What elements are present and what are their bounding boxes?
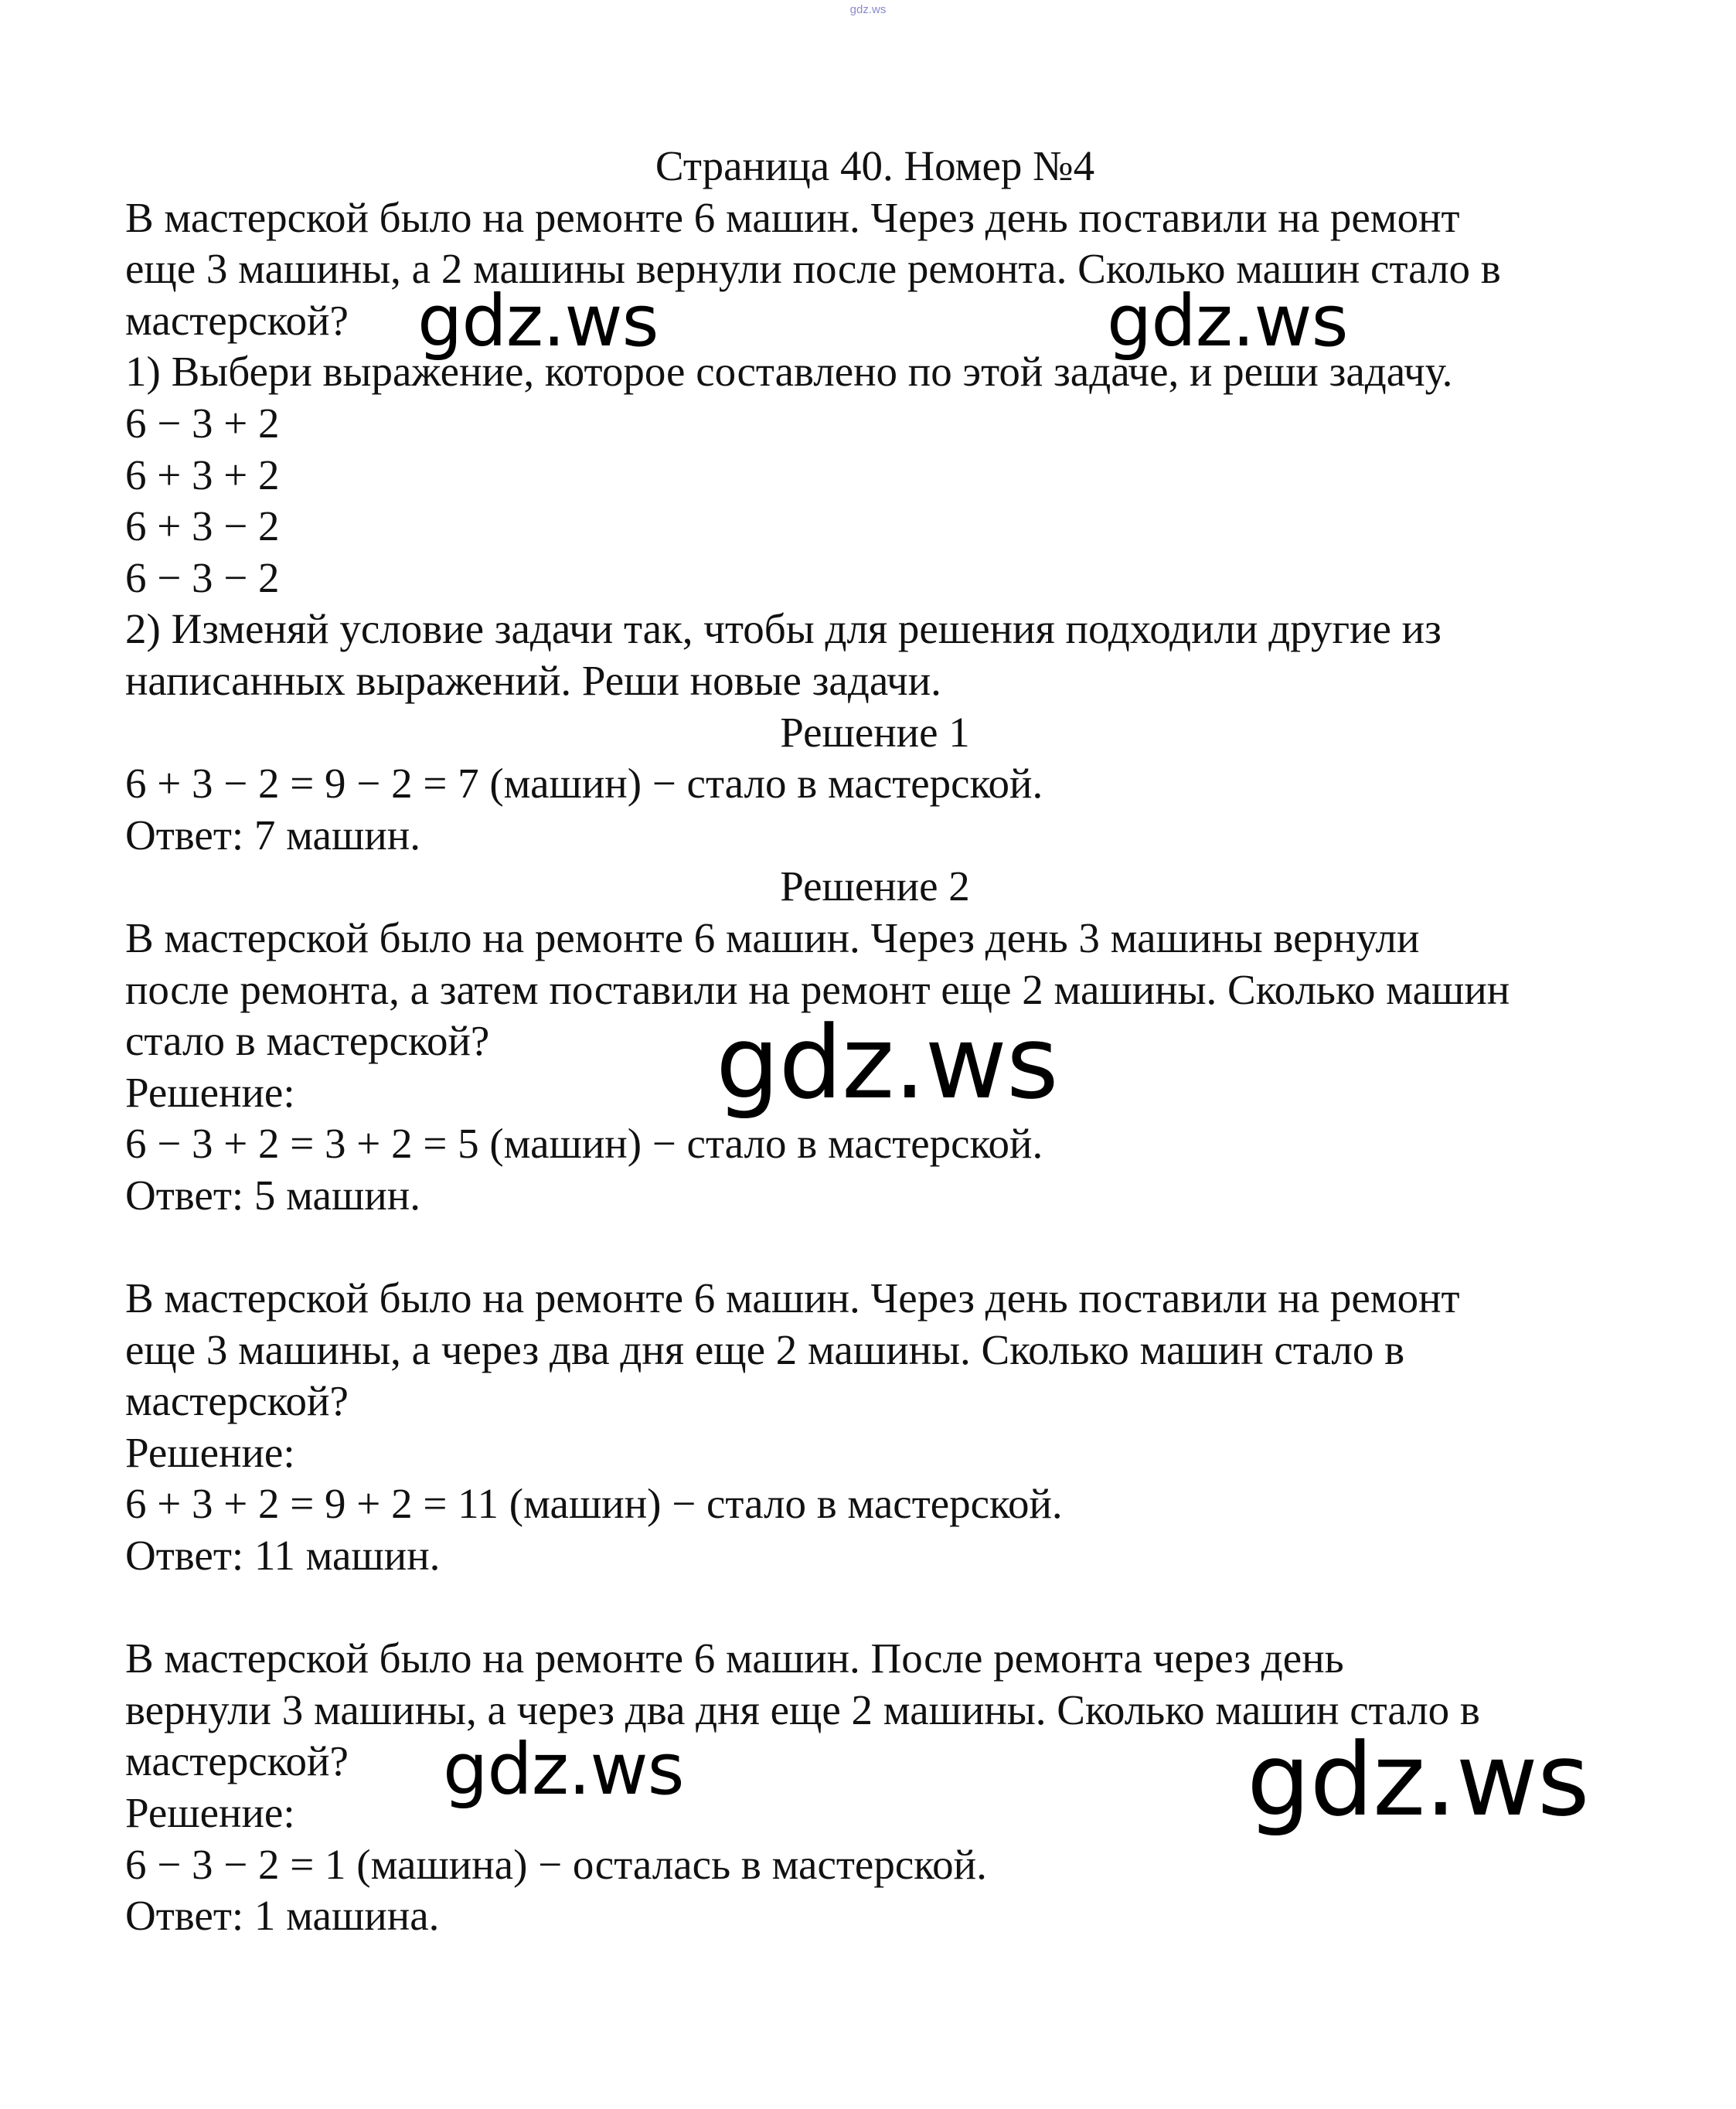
watermark: gdz.ws bbox=[443, 1728, 684, 1811]
variant-c-line: мастерской? bbox=[125, 1737, 349, 1785]
variant-a-label: Решение: bbox=[125, 1068, 295, 1116]
question-2: написанных выражений. Реши новые задачи. bbox=[125, 656, 941, 704]
variant-b-label: Решение: bbox=[125, 1428, 295, 1476]
solution-2-heading: Решение 2 bbox=[780, 862, 970, 910]
task-line: еще 3 машины, а 2 машины вернули после ремонта. Сколько машин стало в bbox=[125, 245, 1501, 293]
solution-1-calc: 6 + 3 − 2 = 9 − 2 = 7 (машин) − стало в мастерской. bbox=[125, 760, 1043, 808]
top-watermark: gdz.ws bbox=[849, 3, 887, 16]
variant-c-line: вернули 3 машины, а через два дня еще 2 машины. Сколько машин стало в bbox=[125, 1685, 1480, 1733]
spacer bbox=[125, 1582, 1625, 1634]
solution-1-heading: Решение 1 bbox=[780, 708, 970, 756]
variant-c-label: Решение: bbox=[125, 1789, 295, 1836]
expression-option: 6 + 3 − 2 bbox=[125, 502, 280, 550]
expression-option: 6 + 3 + 2 bbox=[125, 451, 280, 498]
variant-a-calc: 6 − 3 + 2 = 3 + 2 = 5 (машин) − стало в мастерской. bbox=[125, 1120, 1043, 1168]
variant-a-line: после ремонта, а затем поставили на ремонт еще 2 машины. Сколько машин bbox=[125, 965, 1510, 1013]
variant-b-calc: 6 + 3 + 2 = 9 + 2 = 11 (машин) − стало в мастерской. bbox=[125, 1480, 1063, 1528]
variant-b-line: еще 3 машины, а через два дня еще 2 машины. Сколько машин стало в bbox=[125, 1325, 1405, 1373]
expression-option: 6 − 3 − 2 bbox=[125, 553, 280, 601]
watermark: gdz.ws bbox=[716, 1004, 1058, 1121]
question-1: 1) Выбери выражение, которое составлено по этой задаче, и реши задачу. bbox=[125, 348, 1453, 396]
task-line: В мастерской было на ремонте 6 машин. Через день поставили на ремонт bbox=[125, 193, 1460, 241]
spacer bbox=[125, 1221, 1625, 1273]
variant-c-line: В мастерской было на ремонте 6 машин. После ремонта через день bbox=[125, 1634, 1344, 1682]
page-title: Страница 40. Номер №4 bbox=[655, 142, 1095, 189]
watermark: gdz.ws bbox=[1107, 280, 1348, 362]
expression-option: 6 − 3 + 2 bbox=[125, 399, 280, 447]
solution-1-answer: Ответ: 7 машин. bbox=[125, 811, 420, 859]
task-line: мастерской? bbox=[125, 296, 349, 344]
variant-c-calc: 6 − 3 − 2 = 1 (машина) − осталась в мастерской. bbox=[125, 1840, 987, 1888]
question-2: 2) Изменяй условие задачи так, чтобы для решения подходили другие из bbox=[125, 605, 1442, 653]
variant-a-answer: Ответ: 5 машин. bbox=[125, 1171, 420, 1219]
variant-b-line: В мастерской было на ремонте 6 машин. Через день поставили на ремонт bbox=[125, 1274, 1460, 1322]
variant-c-answer: Ответ: 1 машина. bbox=[125, 1892, 440, 1940]
variant-a-line: В мастерской было на ремонте 6 машин. Через день 3 машины вернули bbox=[125, 913, 1420, 961]
variant-a-line: стало в мастерской? bbox=[125, 1017, 490, 1065]
variant-b-line: мастерской? bbox=[125, 1377, 349, 1425]
watermark: gdz.ws bbox=[417, 280, 659, 362]
variant-b-answer: Ответ: 11 машин. bbox=[125, 1532, 441, 1580]
watermark: gdz.ws bbox=[1247, 1721, 1589, 1839]
